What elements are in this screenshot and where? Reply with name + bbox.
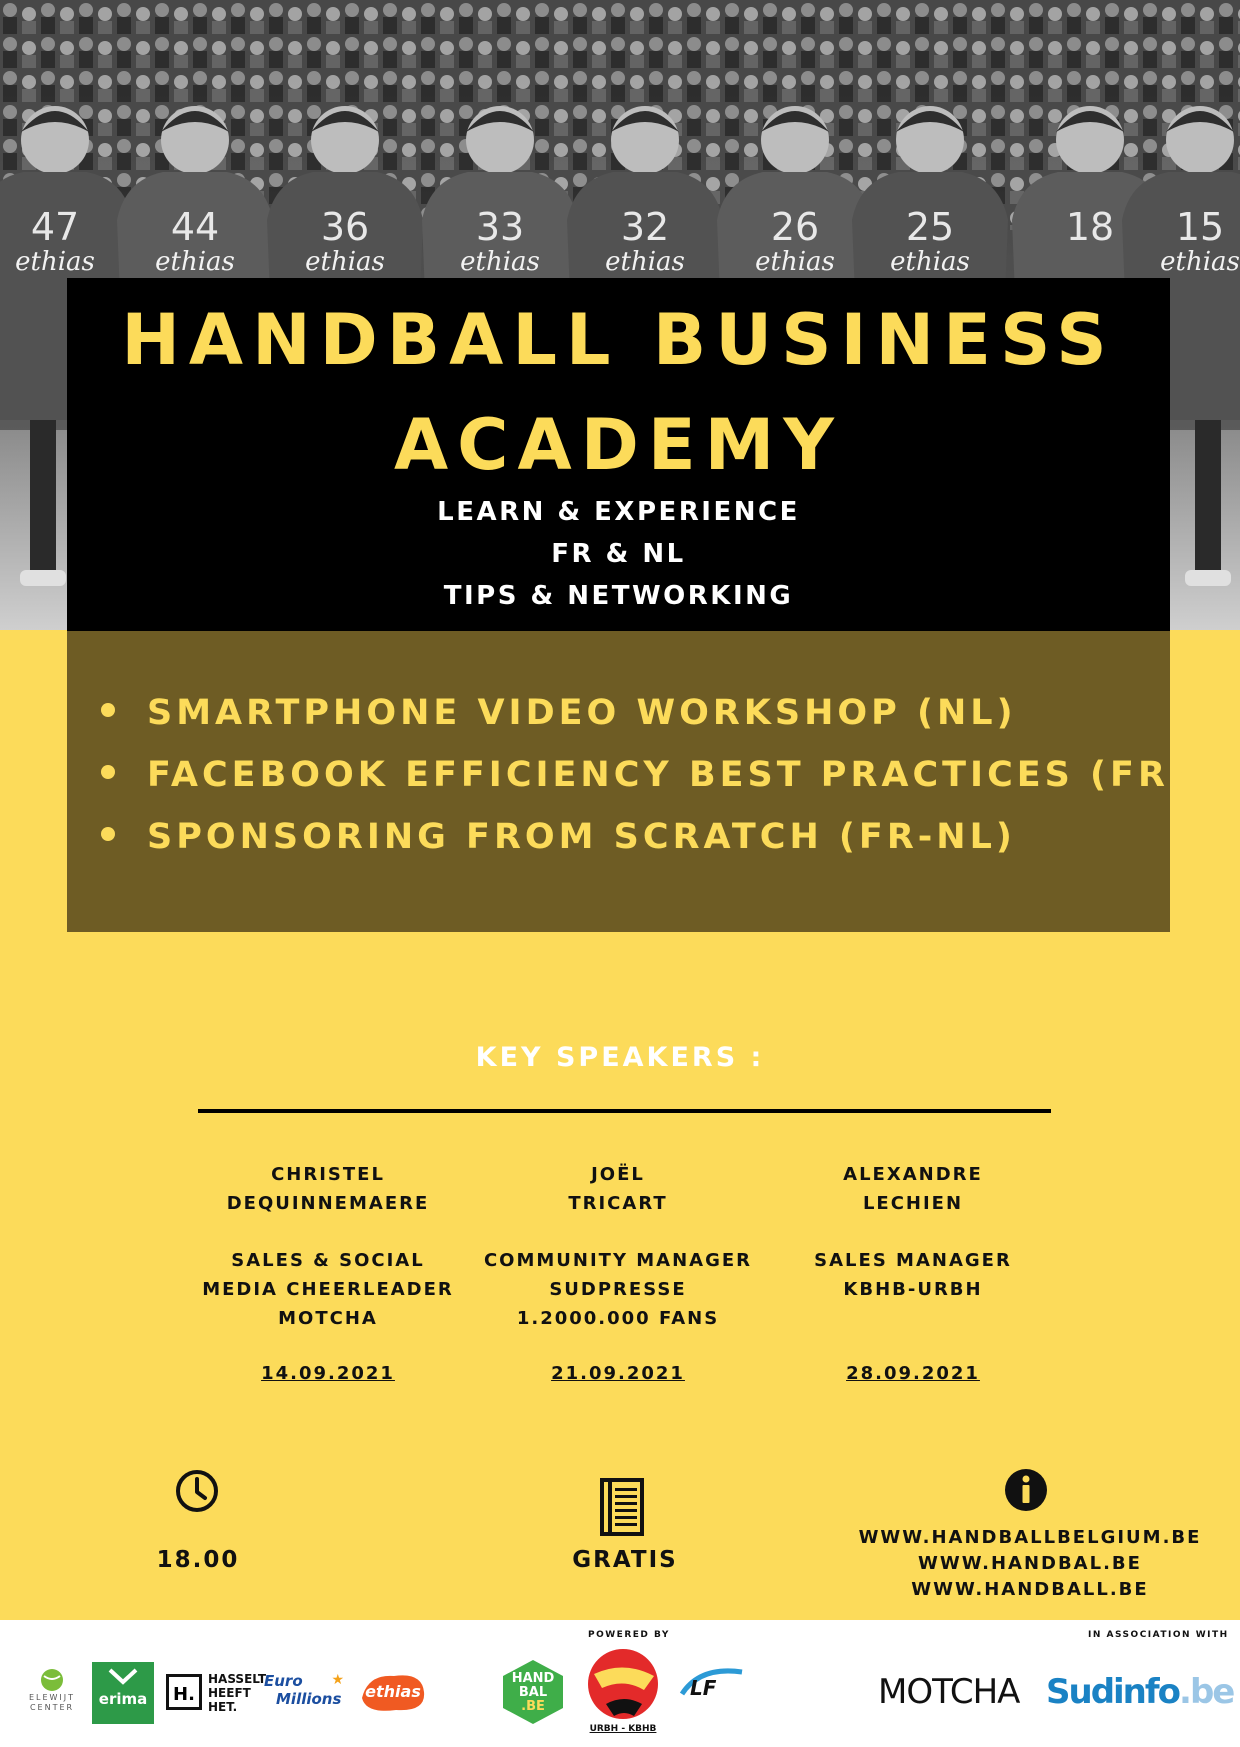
handbal-text: HAND: [511, 1671, 555, 1686]
urbh-ball-icon: [584, 1646, 662, 1722]
speakers-heading: KEY SPEAKERS :: [475, 1042, 765, 1073]
event-price: GRATIS: [572, 1547, 678, 1573]
jersey-number: 18: [1065, 205, 1115, 249]
clock-icon: [174, 1468, 220, 1514]
player-shoe: [20, 570, 66, 586]
handbal-be-logo: [500, 1658, 566, 1726]
speaker-date: 14.09.2021: [261, 1363, 395, 1384]
speaker-role-line: 1.2000.000 FANS: [516, 1308, 720, 1329]
bullet-icon: [101, 703, 115, 717]
bullet-icon: [101, 827, 115, 841]
jersey-number: 33: [475, 205, 525, 249]
speaker-role-line: MOTCHA: [278, 1308, 378, 1329]
handbal-text: BAL: [518, 1685, 548, 1700]
bullet-icon: [101, 765, 115, 779]
website-link[interactable]: WWW.HANDBALL.BE: [911, 1579, 1149, 1600]
lfh-logo: [676, 1662, 750, 1708]
speaker-first-name: CHRISTEL: [271, 1164, 385, 1185]
speakers-divider: [198, 1109, 1051, 1113]
info-icon: [1004, 1468, 1048, 1512]
elewijt-text: ELEWIJT: [28, 1693, 76, 1702]
website-link[interactable]: WWW.HANDBAL.BE: [918, 1553, 1142, 1574]
subtitle-line-2: FR & NL: [551, 539, 686, 569]
sudinfo-text: Sudinfo: [1046, 1672, 1180, 1712]
jersey-sponsor: ethias: [460, 247, 540, 277]
speaker-card: [468, 1160, 768, 1389]
topic-item: [101, 688, 1017, 738]
speaker-date: 21.09.2021: [551, 1363, 685, 1384]
sudinfo-logo: [1046, 1670, 1232, 1714]
speaker-last-name: LECHIEN: [862, 1193, 964, 1214]
jersey-number: 44: [170, 205, 220, 249]
urbh-kbhb-logo: [584, 1646, 662, 1738]
topic-item: [101, 812, 1016, 862]
speaker-role-line: SUDPRESSE: [549, 1279, 687, 1300]
lfh-text: LF: [690, 1676, 717, 1700]
handbal-text: .BE: [521, 1699, 545, 1714]
title-box: [67, 278, 1170, 631]
speaker-role-line: SALES MANAGER: [814, 1250, 1012, 1271]
event-time: 18.00: [156, 1547, 240, 1573]
hasselt-text: HASSELT: [208, 1672, 267, 1686]
jersey-number: 47: [30, 205, 80, 249]
jersey-sponsor: ethias: [305, 247, 385, 277]
speaker-card: [178, 1160, 478, 1389]
star-icon: ★: [331, 1672, 344, 1688]
topic-item: [101, 750, 1189, 800]
jersey-number: 15: [1175, 205, 1225, 249]
ethias-text: ethias: [365, 1682, 421, 1701]
elewijt-ball-icon: [24, 1667, 80, 1693]
website-link[interactable]: WWW.HANDBALLBELGIUM.BE: [858, 1527, 1202, 1548]
jersey-sponsor: ethias: [755, 247, 835, 277]
erima-mark-icon: [92, 1662, 154, 1690]
speaker-last-name: TRICART: [568, 1193, 668, 1214]
speaker-role-line: COMMUNITY MANAGER: [483, 1250, 753, 1271]
speaker-date: 28.09.2021: [846, 1363, 980, 1384]
player-leg: [1195, 420, 1221, 570]
elewijt-text: CENTER: [29, 1703, 75, 1712]
ethias-logo: [358, 1668, 428, 1716]
jersey-sponsor: ethias: [605, 247, 685, 277]
page-title-line-1: HANDBALL BUSINESS: [121, 299, 1116, 381]
powered-by-label: POWERED BY: [588, 1630, 670, 1640]
motcha-logo: MOTCHA: [878, 1672, 1020, 1712]
jersey-number: 32: [620, 205, 670, 249]
jersey-number: 36: [320, 205, 370, 249]
speaker-card: [763, 1160, 1063, 1389]
speaker-last-name: DEQUINNEMAERE: [226, 1193, 430, 1214]
topic-label: SMARTPHONE VIDEO WORKSHOP (NL): [147, 693, 1017, 733]
association-label: IN ASSOCIATION WITH: [1088, 1630, 1229, 1640]
urbh-text: URBH - KBHB: [589, 1724, 657, 1734]
document-icon: [600, 1478, 644, 1536]
jersey-number: 26: [770, 205, 820, 249]
topic-label: FACEBOOK EFFICIENCY BEST PRACTICES (FR): [147, 755, 1189, 795]
hasselt-mark: H.: [166, 1674, 202, 1710]
jersey-sponsor: ethias: [1160, 247, 1240, 277]
player-leg: [30, 420, 56, 570]
euromillions-logo: [264, 1672, 350, 1714]
jersey-number: 25: [905, 205, 955, 249]
speaker-role-line: SALES & SOCIAL: [231, 1250, 425, 1271]
speaker-first-name: ALEXANDRE: [843, 1164, 983, 1185]
hasselt-logo: [166, 1672, 267, 1716]
sudinfo-suffix: .be: [1179, 1672, 1234, 1712]
erima-logo: [92, 1662, 154, 1724]
subtitle-line-1: LEARN & EXPERIENCE: [437, 497, 800, 527]
page-title-line-2: ACADEMY: [394, 404, 843, 486]
topic-label: SPONSORING FROM SCRATCH (FR-NL): [147, 817, 1016, 857]
euromillions-text: Euro: [264, 1672, 303, 1690]
jersey-sponsor: ethias: [155, 247, 235, 277]
subtitle-line-3: TIPS & NETWORKING: [443, 581, 794, 611]
erima-text: erima: [98, 1690, 148, 1708]
hasselt-text: HEEFT: [208, 1686, 251, 1700]
player-shoe: [1185, 570, 1231, 586]
euromillions-text: Millions: [276, 1690, 342, 1708]
jersey-sponsor: ethias: [15, 247, 95, 277]
jersey-sponsor: ethias: [890, 247, 970, 277]
elewijt-center-logo: [24, 1667, 80, 1715]
speaker-role-line: KBHB-URBH: [843, 1279, 983, 1300]
speaker-first-name: JOËL: [591, 1164, 645, 1185]
hasselt-text: HET.: [208, 1700, 238, 1714]
speaker-role-line: MEDIA CHEERLEADER: [202, 1279, 454, 1300]
website-links: [840, 1525, 1220, 1603]
